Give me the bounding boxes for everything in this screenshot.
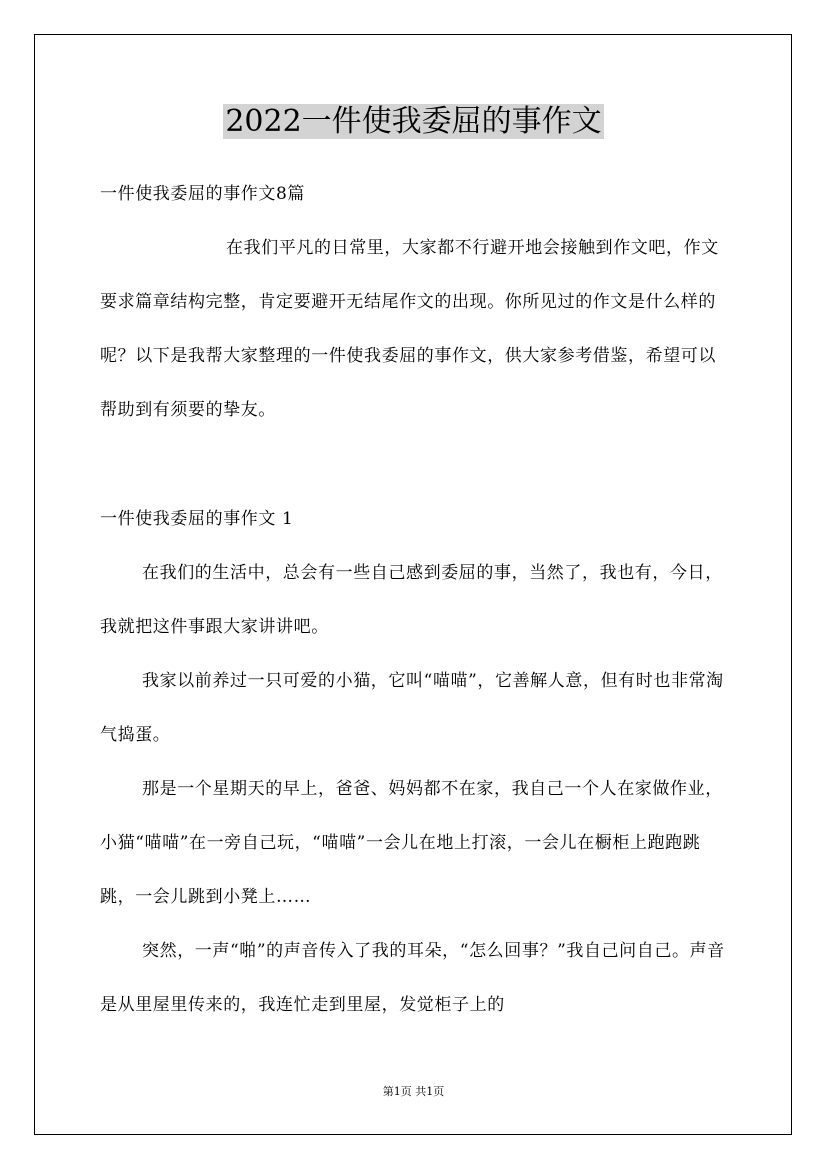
body-paragraph: 我家以前养过一只可爱的小猫，它叫“喵喵”，它善解人意，但有时也非常淘气捣蛋。	[100, 671, 724, 745]
page-number-footer: 第1页 共1页	[382, 1085, 445, 1098]
body-paragraph: 那是一个星期天的早上，爸爸、妈妈都不在家，我自己一个人在家做作业，小猫“喵喵”在一旁自己玩，“喵喵”一会儿在地上打滚，一会儿在橱柜上跑跑跳跳，一会儿跳到小凳上……	[100, 779, 723, 907]
section-heading: 一件使我委屈的事作文 1	[100, 509, 294, 529]
document-title	[0, 96, 827, 148]
article-collection-heading: 一件使我委屈的事作文8篇	[100, 184, 306, 204]
body-paragraph: 突然，一声“啪”的声音传入了我的耳朵，“怎么回事？”我自己问自己。声音是从里屋里传来的，我连忙走到里屋，发觉柜子上的	[100, 941, 725, 1015]
body-paragraph: 在我们的生活中，总会有一些自己感到委屈的事，当然了，我也有，今日，我就把这件事跟大家讲讲吧。	[100, 563, 723, 637]
intro-paragraph: 在我们平凡的日常里，大家都不行避开地会接触到作文吧，作文要求篇章结构完整，肯定要避开无结尾作文的出现。你所见过的作文是什么样的呢？以下是我帮大家整理的一件使我委屈的事作文，供大家参考借鉴，希望可以帮助到有须要的挚友。	[100, 238, 719, 420]
document-title-text: 2022一件使我委屈的事作文	[225, 104, 602, 139]
